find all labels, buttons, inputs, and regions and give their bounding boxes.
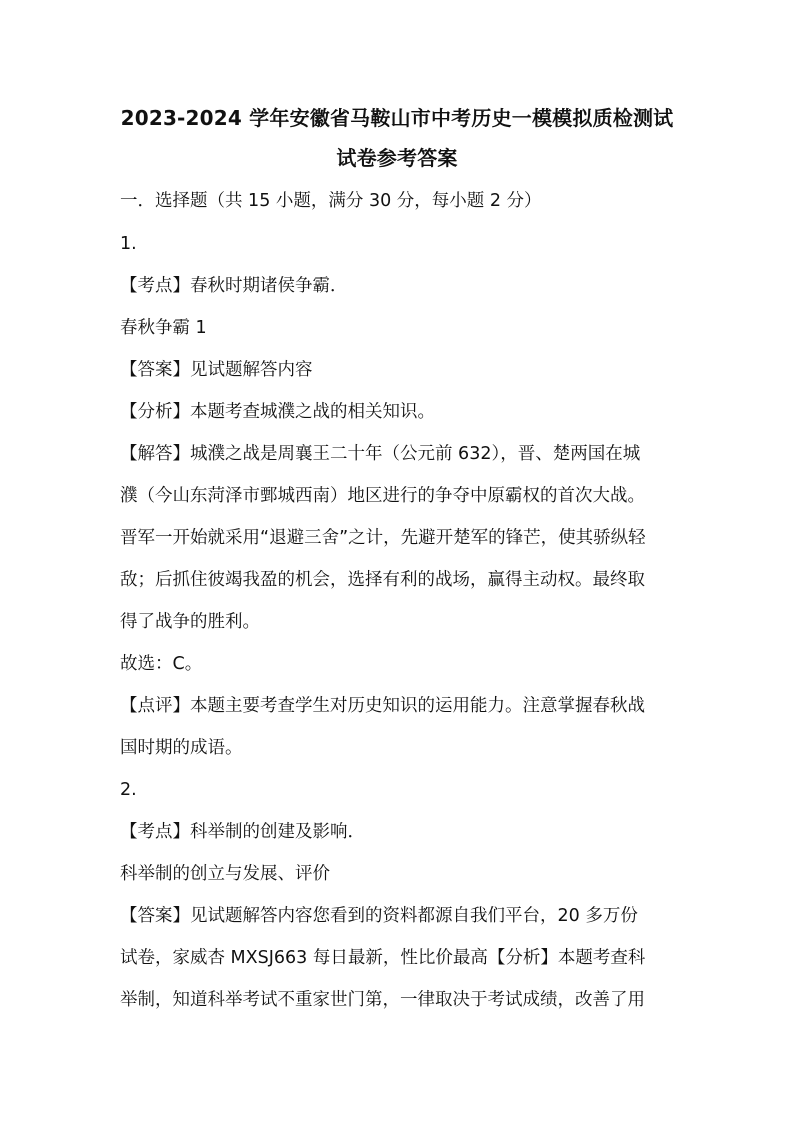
question-1-solution-line: 敌；后抓住彼竭我盈的机会，选择有利的战场，赢得主动权。最终取 bbox=[120, 570, 645, 590]
question-2-answer-line: 举制，知道科举考试不重家世门第，一律取决于考试成绩，改善了用 bbox=[120, 990, 645, 1010]
question-1-choice: 故选：C。 bbox=[120, 654, 203, 674]
question-1-comment-line: 【点评】本题主要考查学生对历史知识的运用能力。注意掌握春秋战 bbox=[120, 696, 645, 716]
question-1-solution-line: 得了战争的胜利。 bbox=[120, 612, 260, 632]
question-2-topic: 科举制的创立与发展、评价 bbox=[120, 864, 330, 884]
section-heading: 一．选择题（共 15 小题，满分 30 分，每小题 2 分） bbox=[120, 191, 542, 211]
question-1-solution-line: 【解答】城濮之战是周襄王二十年（公元前 632），晋、楚两国在城 bbox=[120, 444, 641, 464]
question-1-solution-line: 濮（今山东菏泽市鄄城西南）地区进行的争夺中原霸权的首次大战。 bbox=[120, 486, 645, 506]
question-2-kaodian: 【考点】科举制的创建及影响． bbox=[120, 822, 365, 842]
question-2-answer-line: 试卷，家威杏 MXSJ663 每日最新，性比价最高【分析】本题考查科 bbox=[120, 948, 646, 968]
question-1-topic: 春秋争霸 1 bbox=[120, 318, 207, 338]
question-1-analysis: 【分析】本题考查城濮之战的相关知识。 bbox=[120, 402, 435, 422]
question-1-kaodian: 【考点】春秋时期诸侯争霸． bbox=[120, 276, 348, 296]
question-2-answer-line: 【答案】见试题解答内容您看到的资料都源自我们平台，20 多万份 bbox=[120, 906, 638, 926]
question-1-number: 1. bbox=[120, 234, 137, 254]
document-title-line-2: 试卷参考答案 bbox=[336, 146, 458, 170]
document-title-line-1: 2023-2024 学年安徽省马鞍山市中考历史一模模拟质检测试 bbox=[120, 106, 674, 130]
question-1-solution-line: 晋军一开始就采用“退避三舍”之计，先避开楚军的锋芒，使其骄纵轻 bbox=[120, 528, 646, 548]
question-1-answer: 【答案】见试题解答内容 bbox=[120, 360, 313, 380]
question-2-number: 2. bbox=[120, 780, 137, 800]
question-1-comment-line: 国时期的成语。 bbox=[120, 738, 243, 758]
